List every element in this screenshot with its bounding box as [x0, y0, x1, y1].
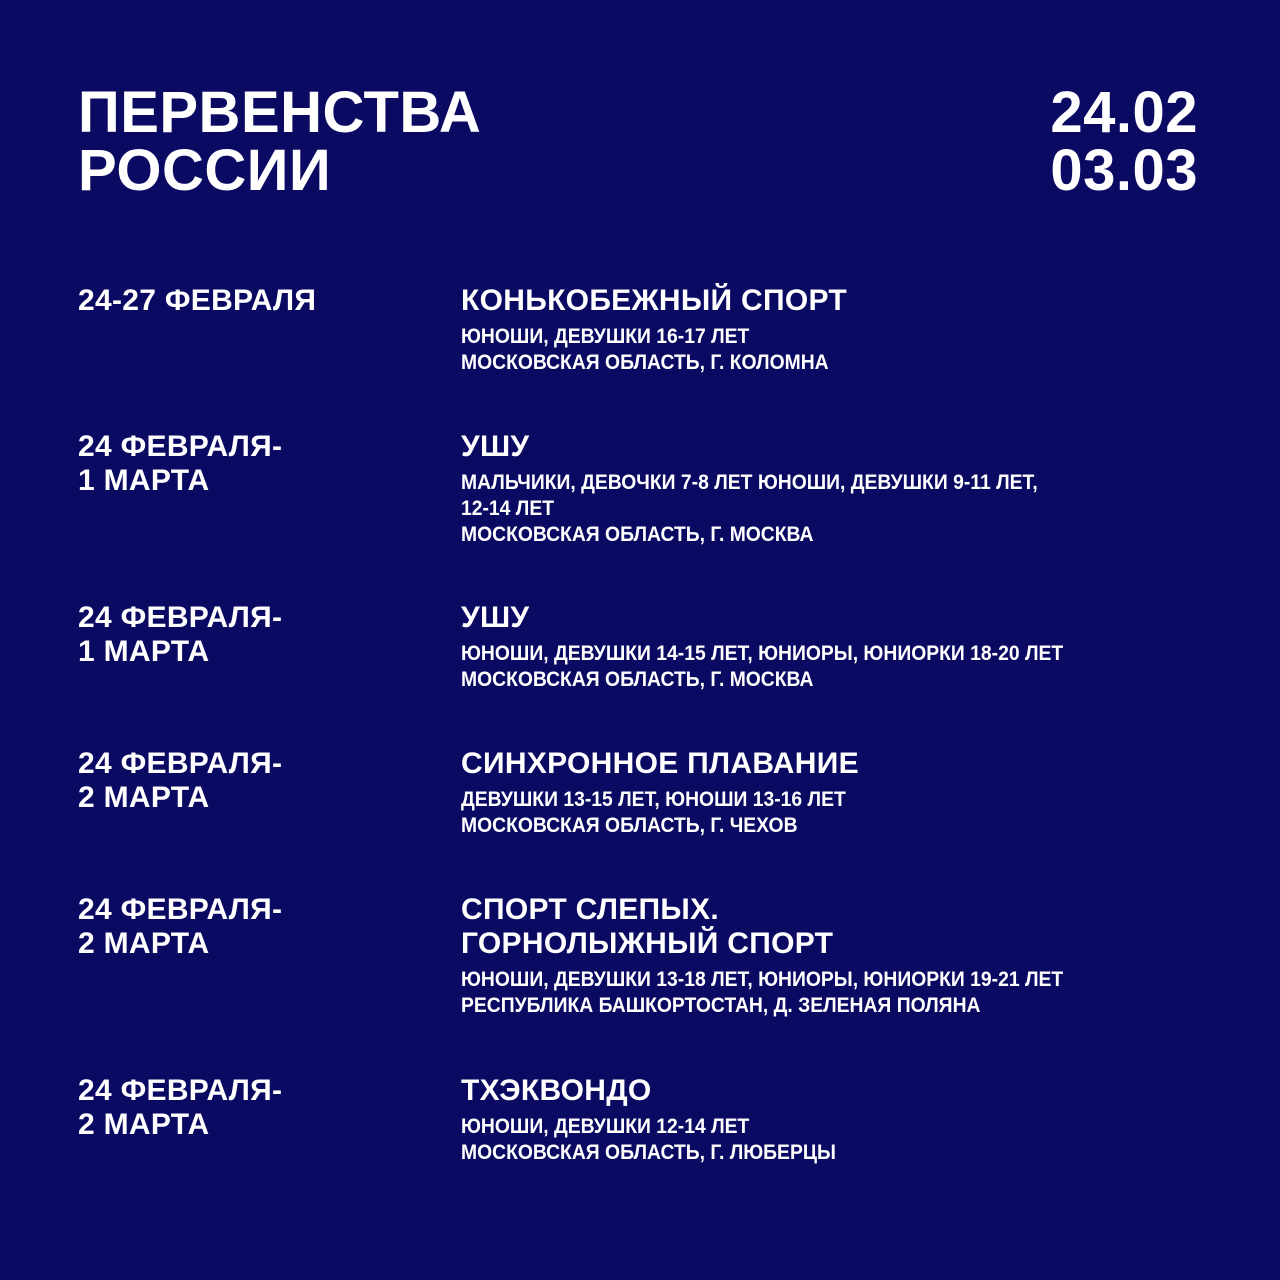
event-date-line-1: 24 ФЕВРАЛЯ- [78, 601, 283, 634]
event-location: МОСКОВСКАЯ ОБЛАСТЬ, Г. КОЛОМНА [461, 351, 829, 374]
event-sport [461, 1074, 1221, 1108]
event-categories-cont: 12-14 ЛЕТ [461, 497, 555, 520]
event-sport [461, 601, 1221, 635]
event-date-line-1: 24 ФЕВРАЛЯ- [78, 430, 283, 463]
event-details [461, 1114, 1215, 1166]
event-date-line-1: 24-27 ФЕВРАЛЯ [78, 284, 317, 317]
event-sport-line-1: УШУ [461, 601, 530, 634]
event-date-line-1: 24 ФЕВРАЛЯ- [78, 893, 283, 926]
event-categories: ЮНОШИ, ДЕВУШКИ 14-15 ЛЕТ, ЮНИОРЫ, ЮНИОРКИ 18-20 ЛЕТ [461, 642, 1064, 665]
title-line-2: РОССИИ [78, 138, 332, 203]
event-categories: ЮНОШИ, ДЕВУШКИ 13-18 ЛЕТ, ЮНИОРЫ, ЮНИОРКИ 19-21 ЛЕТ [461, 968, 1064, 991]
title-line-1: ПЕРВЕНСТВА [78, 80, 482, 145]
event-location: МОСКОВСКАЯ ОБЛАСТЬ, Г. ЧЕХОВ [461, 814, 798, 837]
period-dates [1050, 80, 1198, 203]
event-details [461, 641, 1215, 693]
event-info [461, 430, 1221, 548]
event-sport-line-1: КОНЬКОБЕЖНЫЙ СПОРТ [461, 284, 848, 317]
event-details [461, 324, 1215, 376]
event-date [78, 1074, 438, 1142]
event-date [78, 893, 438, 961]
event-sport-line-2: ГОРНОЛЫЖНЫЙ СПОРТ [461, 927, 834, 960]
event-details [461, 787, 1215, 839]
event-date-line-2: 2 МАРТА [78, 927, 210, 960]
event-location: МОСКОВСКАЯ ОБЛАСТЬ, Г. МОСКВА [461, 523, 814, 546]
event-location: РЕСПУБЛИКА БАШКОРТОСТАН, Д. ЗЕЛЕНАЯ ПОЛЯНА [461, 994, 981, 1017]
event-sport [461, 893, 1221, 961]
event-date [78, 601, 438, 669]
event-sport-line-1: СПОРТ СЛЕПЫХ. [461, 893, 719, 926]
event-date-line-2: 1 МАРТА [78, 635, 210, 668]
event-date-line-1: 24 ФЕВРАЛЯ- [78, 1074, 283, 1107]
event-date [78, 747, 438, 815]
period-start-date: 24.02 [1050, 80, 1198, 145]
event-info [461, 893, 1221, 1019]
event-date [78, 430, 438, 498]
event-date-line-2: 2 МАРТА [78, 781, 210, 814]
event-info [461, 1074, 1221, 1166]
event-sport [461, 747, 1221, 781]
event-details [461, 967, 1215, 1019]
event-categories: МАЛЬЧИКИ, ДЕВОЧКИ 7-8 ЛЕТ ЮНОШИ, ДЕВУШКИ 9-11 ЛЕТ, [461, 471, 1038, 494]
event-location: МОСКОВСКАЯ ОБЛАСТЬ, Г. ЛЮБЕРЦЫ [461, 1141, 836, 1164]
event-sport-line-1: ТХЭКВОНДО [461, 1074, 652, 1107]
event-categories: ДЕВУШКИ 13-15 ЛЕТ, ЮНОШИ 13-16 ЛЕТ [461, 788, 846, 811]
event-categories: ЮНОШИ, ДЕВУШКИ 16-17 ЛЕТ [461, 325, 750, 348]
event-sport-line-1: УШУ [461, 430, 530, 463]
page-title [78, 80, 482, 203]
event-details [461, 470, 1215, 548]
event-info [461, 284, 1221, 376]
event-categories: ЮНОШИ, ДЕВУШКИ 12-14 ЛЕТ [461, 1115, 750, 1138]
event-date-line-1: 24 ФЕВРАЛЯ- [78, 747, 283, 780]
event-date-line-2: 2 МАРТА [78, 1108, 210, 1141]
event-date-line-2: 1 МАРТА [78, 464, 210, 497]
event-info [461, 601, 1221, 693]
event-sport [461, 284, 1221, 318]
period-end-date: 03.03 [1050, 138, 1198, 203]
event-sport [461, 430, 1221, 464]
event-sport-line-1: СИНХРОННОЕ ПЛАВАНИЕ [461, 747, 859, 780]
event-info [461, 747, 1221, 839]
event-date [78, 284, 438, 318]
event-location: МОСКОВСКАЯ ОБЛАСТЬ, Г. МОСКВА [461, 668, 814, 691]
